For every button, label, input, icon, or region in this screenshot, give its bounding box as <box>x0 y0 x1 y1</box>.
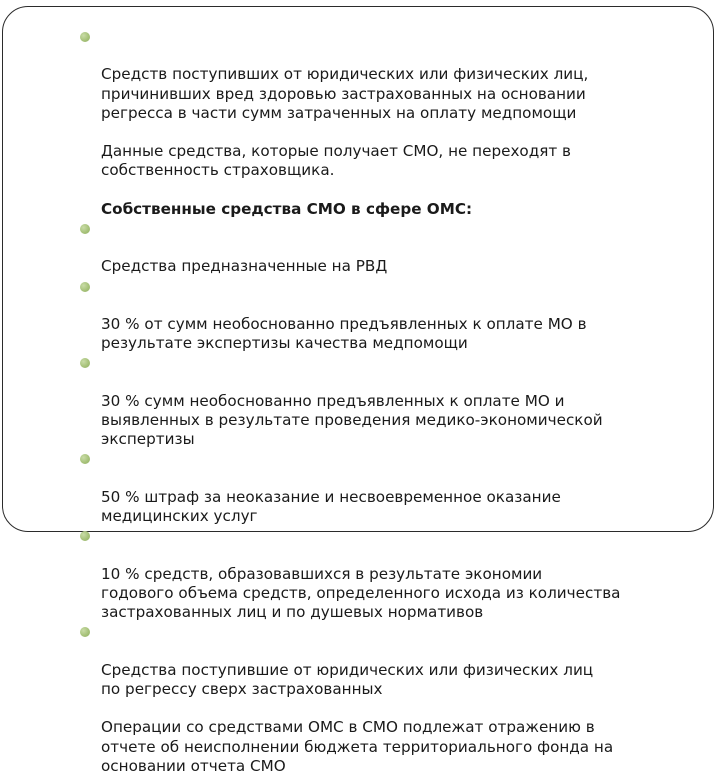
bullet-dot-icon <box>80 627 90 637</box>
list-item-text: Средства поступившие от юридических или физических лиц по регрессу сверх застрахованных <box>101 660 594 698</box>
list-item-text: 30 % от сумм необоснованно предъявленных к оплате МО в результате экспертизы качества медпомощи <box>101 315 587 353</box>
list-item-text: Средства предназначенные на РВД <box>101 257 388 276</box>
list-item-text: 10 % средств, образовавшихся в результате экономии годового объема средств, определенного исхода из количества застрахованных лиц и по душевых нормативов <box>101 564 621 622</box>
bullet-dot-icon <box>80 358 90 368</box>
slide-body <box>80 27 700 776</box>
bullet-dot-icon <box>80 32 90 42</box>
list-item-regress-excess <box>80 622 700 699</box>
paragraph-regress-funds <box>80 27 700 123</box>
bullet-dot-icon <box>80 454 90 464</box>
paragraph-not-transferred <box>80 123 700 181</box>
list-item-text: 50 % штраф за неоказание и несвоевременное оказание медицинских услуг <box>101 487 561 526</box>
paragraph-text: Операции со средствами ОМС в СМО подлежат отражению в отчете об неисполнении бюджета территориального фонда на основании отчета СМО <box>101 718 614 775</box>
bullet-dot-icon <box>80 282 90 292</box>
list-item-rvd <box>80 219 700 277</box>
paragraph-operations-reporting <box>80 699 700 776</box>
section-heading-own-funds <box>80 181 700 219</box>
list-item-savings <box>80 526 700 622</box>
list-item-text: 30 % сумм необоснованно предъявленных к оплате МО и выявленных в результате проведения медико-экономической экспертизы <box>101 391 603 449</box>
paragraph-text: Данные средства, которые получает СМО, не переходят в собственность страховщика. <box>101 142 571 180</box>
list-item-medico-economic-expertise <box>80 353 700 449</box>
heading-text: Собственные средства СМО в сфере ОМС: <box>101 199 473 218</box>
paragraph-text: Средств поступивших от юридических или физических лиц, причинивших вред здоровью застрахованных на основании регресса в части сумм затраченных на оплату медпомощи <box>101 65 589 122</box>
list-item-quality-expertise <box>80 277 700 354</box>
list-item-penalty <box>80 449 700 526</box>
bullet-dot-icon <box>80 224 90 234</box>
